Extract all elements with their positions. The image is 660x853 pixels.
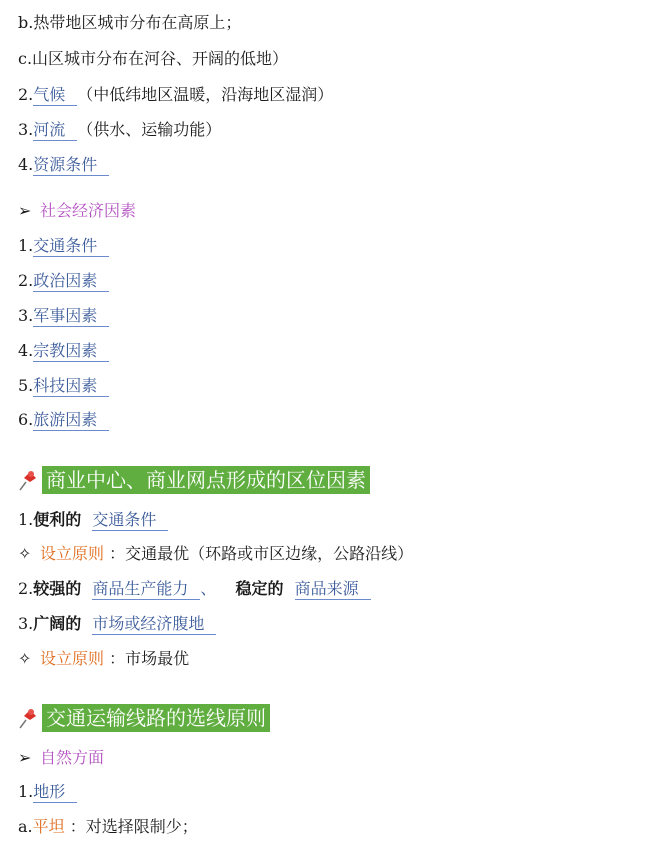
item-number: 1. xyxy=(18,510,34,529)
item-number: a. xyxy=(18,817,33,836)
fill-blank: 商品生产能力 xyxy=(92,579,200,600)
list-item xyxy=(18,119,221,141)
fill-blank: 资源条件 xyxy=(33,155,109,176)
list-item xyxy=(18,509,168,531)
fill-blank: 政治因素 xyxy=(33,271,109,292)
section-heading xyxy=(16,465,370,495)
item-text: 对选择限制少； xyxy=(85,817,198,836)
item-prefix: 广阔的 xyxy=(33,614,82,633)
subheading-label: 社会经济因素 xyxy=(40,201,137,220)
pushpin-icon xyxy=(16,468,38,492)
principle-label: 设立原则 xyxy=(40,649,105,668)
list-item xyxy=(18,375,109,397)
list-item xyxy=(18,154,109,176)
heading-title: 商业中心、商业网点形成的区位因素 xyxy=(42,466,370,494)
item-number: 6. xyxy=(18,410,34,429)
item-prefix: 稳定的 xyxy=(235,579,284,598)
list-item xyxy=(18,305,109,327)
list-item xyxy=(18,84,333,106)
list-item xyxy=(18,816,198,838)
item-number: 3. xyxy=(18,614,34,633)
fill-blank: 商品来源 xyxy=(295,579,371,600)
text-line: c.山区城市分布在河谷、开阔的低地） xyxy=(18,49,289,68)
heading-title: 交通运输线路的选线原则 xyxy=(42,704,270,732)
principle-line xyxy=(18,543,413,565)
list-item xyxy=(18,781,77,803)
colon: ： xyxy=(109,544,126,563)
principle-line xyxy=(18,648,189,670)
item-prefix: 较强的 xyxy=(33,579,82,598)
principle-label: 设立原则 xyxy=(40,544,105,563)
text-line: b.热带地区城市分布在高原上； xyxy=(18,13,242,32)
arrow-icon: ➢ xyxy=(18,748,32,767)
list-item xyxy=(18,235,109,257)
list-item xyxy=(18,270,109,292)
item-number: 1. xyxy=(18,782,34,801)
subheading-label: 自然方面 xyxy=(40,748,105,767)
item-number: 1. xyxy=(18,236,34,255)
separator: 、 xyxy=(200,579,217,598)
item-number: 2. xyxy=(18,579,34,598)
item-text: （供水、运输功能） xyxy=(77,120,222,139)
fill-blank: 旅游因素 xyxy=(33,410,109,431)
list-item xyxy=(18,340,109,362)
principle-text: 市场最优 xyxy=(125,649,190,668)
fill-blank: 地形 xyxy=(33,782,77,803)
list-item xyxy=(18,409,109,431)
item-number: 4. xyxy=(18,341,34,360)
pushpin-icon xyxy=(16,706,38,730)
section-subheading xyxy=(18,200,136,222)
arrow-icon: ➢ xyxy=(18,201,32,220)
fill-blank: 交通条件 xyxy=(33,236,109,257)
fill-blank: 科技因素 xyxy=(33,376,109,397)
colon: ： xyxy=(69,817,86,836)
fill-blank: 市场或经济腹地 xyxy=(92,614,216,635)
fill-blank: 宗教因素 xyxy=(33,341,109,362)
list-item xyxy=(18,578,371,600)
item-number: 2. xyxy=(18,85,34,104)
item-number: 3. xyxy=(18,120,34,139)
principle-text: 交通最优（环路或市区边缘，公路沿线） xyxy=(125,544,414,563)
star-icon: ✧ xyxy=(18,544,32,563)
fill-blank: 交通条件 xyxy=(92,510,168,531)
section-heading xyxy=(16,703,270,733)
item-text: （中低纬地区温暖，沿海地区湿润） xyxy=(77,85,334,104)
colon: ： xyxy=(109,649,126,668)
fill-blank: 军事因素 xyxy=(33,306,109,327)
item-number: 5. xyxy=(18,376,34,395)
item-number: 2. xyxy=(18,271,34,290)
item-number: 3. xyxy=(18,306,34,325)
item-number: 4. xyxy=(18,155,34,174)
star-icon: ✧ xyxy=(18,649,32,668)
item-prefix: 便利的 xyxy=(33,510,82,529)
list-item xyxy=(18,613,216,635)
fill-blank: 河流 xyxy=(33,120,77,141)
fill-blank: 气候 xyxy=(33,85,77,106)
item-label: 平坦 xyxy=(32,817,65,836)
section-subheading xyxy=(18,747,104,769)
